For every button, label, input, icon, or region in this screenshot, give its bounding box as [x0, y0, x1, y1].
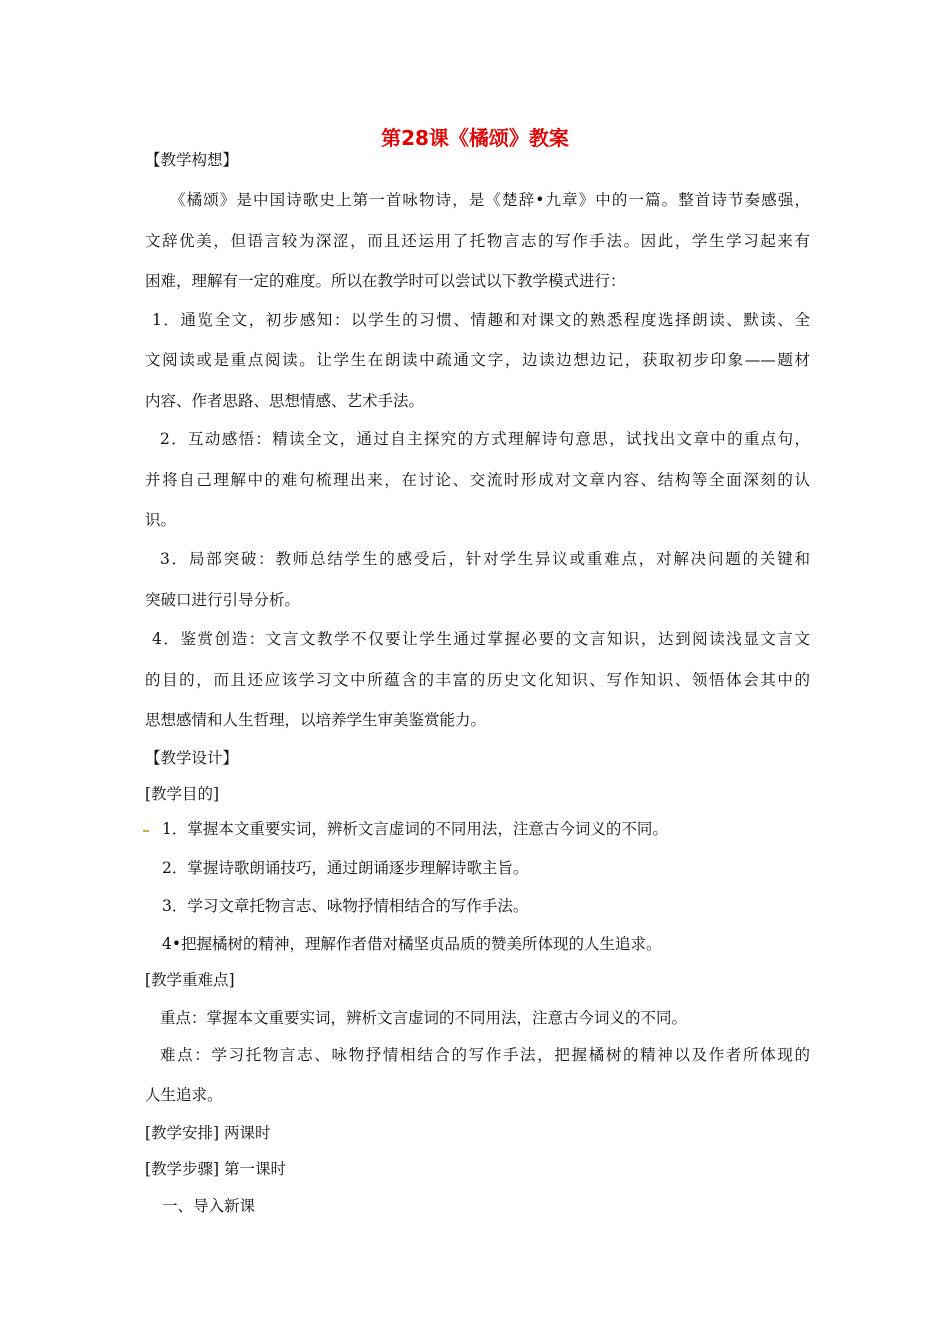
paragraph-line: 识。 [145, 511, 177, 529]
section-heading-design: 【教学设计】 [145, 749, 239, 767]
paragraph-line: 困难，理解有一定的难度。所以在教学时可以尝试以下教学模式进行： [145, 272, 626, 290]
paragraph-line: 并将自己理解中的难句梳理出来，在讨论、交流时形成对文章内容、结构等全面深刻的认 [145, 471, 810, 489]
paragraph-line: 4．鉴赏创造：文言文教学不仅要让学生通过掌握必要的文言知识，达到阅读浅显文言文 [152, 630, 810, 648]
objective-item: 2．掌握诗歌朗诵技巧，通过朗诵逐步理解诗歌主旨。 [162, 859, 529, 877]
objective-item: 4•把握橘树的精神，理解作者借对橘坚贞品质的赞美所体现的人生追求。 [162, 935, 662, 953]
paragraph-line: 思想感情和人生哲理，以培养学生审美鉴赏能力。 [145, 711, 487, 729]
paragraph-line: 《橘颂》是中国诗歌史上第一首咏物诗，是《楚辞•九章》中的一篇。整首诗节奏感强， [170, 191, 810, 209]
paragraph-line: 突破口进行引导分析。 [145, 591, 301, 609]
document-title: 第28课《橘颂》教案 [381, 126, 569, 150]
step-heading: 一、导入新课 [162, 1197, 256, 1215]
paragraph-line: 3．局部突破：教师总结学生的感受后，针对学生异议或重难点，对解决问题的关键和 [160, 550, 810, 568]
paragraph-line: 的目的，而且还应该学习文中所蕴含的丰富的历史文化知识、写作知识、领悟体会其中的 [145, 671, 810, 689]
objective-item: 1．掌握本文重要实词，辨析文言虚词的不同用法，注意古今词义的不同。 [162, 820, 668, 838]
teaching-steps: [教学步骤] 第一课时 [145, 1160, 287, 1178]
paragraph-line: 内容、作者思路、思想情感、艺术手法。 [145, 392, 425, 410]
section-heading-concept: 【教学构想】 [145, 151, 239, 169]
paragraph-line: 文辞优美，但语言较为深涩，而且还运用了托物言志的写作手法。因此，学生学习起来有 [145, 232, 810, 250]
teaching-arrangement: [教学安排] 两课时 [145, 1124, 271, 1142]
margin-mark [143, 830, 149, 832]
paragraph-line: 2．互动感悟：精读全文，通过自主探究的方式理解诗句意思，试找出文章中的重点句， [160, 430, 810, 448]
keypoint-line: 难点：学习托物言志、咏物抒情相结合的写作手法，把握橘树的精神以及作者所体现的 [160, 1046, 810, 1064]
paragraph-line: 1．通览全文，初步感知：以学生的习惯、情趣和对课文的熟悉程度选择朗读、默读、全 [152, 311, 810, 329]
keypoint-line: 重点：掌握本文重要实词，辨析文言虚词的不同用法，注意古今词义的不同。 [160, 1009, 688, 1027]
section-heading-objectives: [教学目的] [145, 785, 220, 803]
section-heading-keypoints: [教学重难点] [145, 971, 235, 989]
keypoint-line: 人生追求。 [145, 1086, 223, 1104]
paragraph-line: 文阅读或是重点阅读。让学生在朗读中疏通文字，边读边想边记，获取初步印象——题材 [145, 351, 810, 369]
objective-item: 3．学习文章托物言志、咏物抒情相结合的写作手法。 [162, 897, 529, 915]
